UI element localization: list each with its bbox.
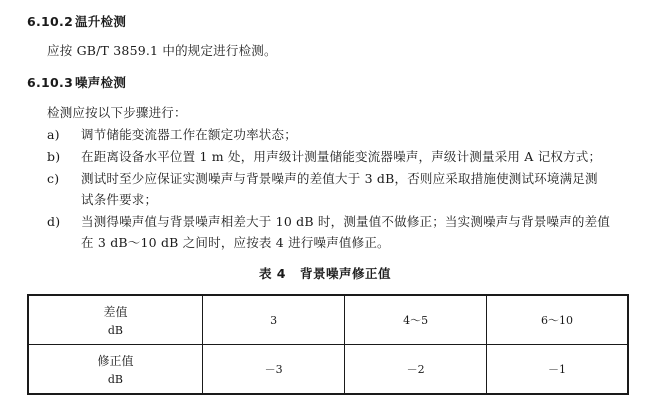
section-title: 温升检测 — [75, 14, 127, 29]
table-caption — [0, 264, 650, 282]
section-heading-6-10-3 — [27, 73, 126, 91]
table-caption-number: 表 4 — [258, 266, 287, 281]
list-marker: d) — [47, 214, 61, 229]
section-title: 噪声检测 — [75, 75, 127, 90]
section-heading-6-10-2 — [27, 12, 126, 30]
table-cell: 3 — [202, 295, 345, 345]
table-cell: －1 — [486, 345, 628, 395]
row-header-name: 差值 — [103, 305, 128, 319]
row-header-cell — [28, 295, 202, 345]
list-marker: a) — [47, 127, 60, 142]
table-caption-title: 背景噪声修正值 — [300, 266, 392, 281]
table-cell: －2 — [345, 345, 487, 395]
list-item-d-continuation: 在 3 dB～10 dB 之间时，应按表 4 进行噪声值修正。 — [81, 235, 390, 250]
section-number: 6.10.3 — [27, 75, 74, 90]
list-item-text: 调节储能变流器工作在额定功率状态； — [81, 127, 297, 142]
list-item-c — [47, 169, 598, 187]
list-marker: b) — [47, 149, 61, 164]
row-header-unit: dB — [107, 373, 124, 386]
section-number: 6.10.2 — [27, 14, 74, 29]
table-cell: －3 — [202, 345, 345, 395]
list-item-a — [47, 125, 297, 143]
list-item-text: 当测得噪声值与背景噪声相差大于 10 dB 时，测量值不做修正；当实测噪声与背景噪声的差值 — [81, 214, 611, 229]
list-item-b — [47, 147, 601, 165]
list-marker: c) — [47, 171, 60, 186]
list-item-d — [47, 212, 610, 230]
section-6-10-3-intro: 检测应按以下步骤进行： — [47, 105, 187, 120]
table-row — [28, 345, 628, 395]
table-cell: 4～5 — [345, 295, 487, 345]
list-item-text: 在距离设备水平位置 1 m 处，用声级计测量储能变流器噪声，声级计测量采用 A 记权方式； — [81, 149, 602, 164]
row-header-name: 修正值 — [97, 354, 134, 368]
section-6-10-2-body: 应按 GB/T 3859.1 中的规定进行检测。 — [47, 43, 277, 58]
list-item-text: 测试时至少应保证实测噪声与背景噪声的差值大于 3 dB，否则应采取措施使测试环境满足测 — [81, 171, 598, 186]
table-cell: 6～10 — [486, 295, 628, 345]
noise-correction-table — [27, 294, 629, 395]
table-row — [28, 295, 628, 345]
row-header-unit: dB — [107, 324, 124, 337]
row-header-cell — [28, 345, 202, 395]
list-item-c-continuation: 试条件要求； — [81, 192, 158, 207]
